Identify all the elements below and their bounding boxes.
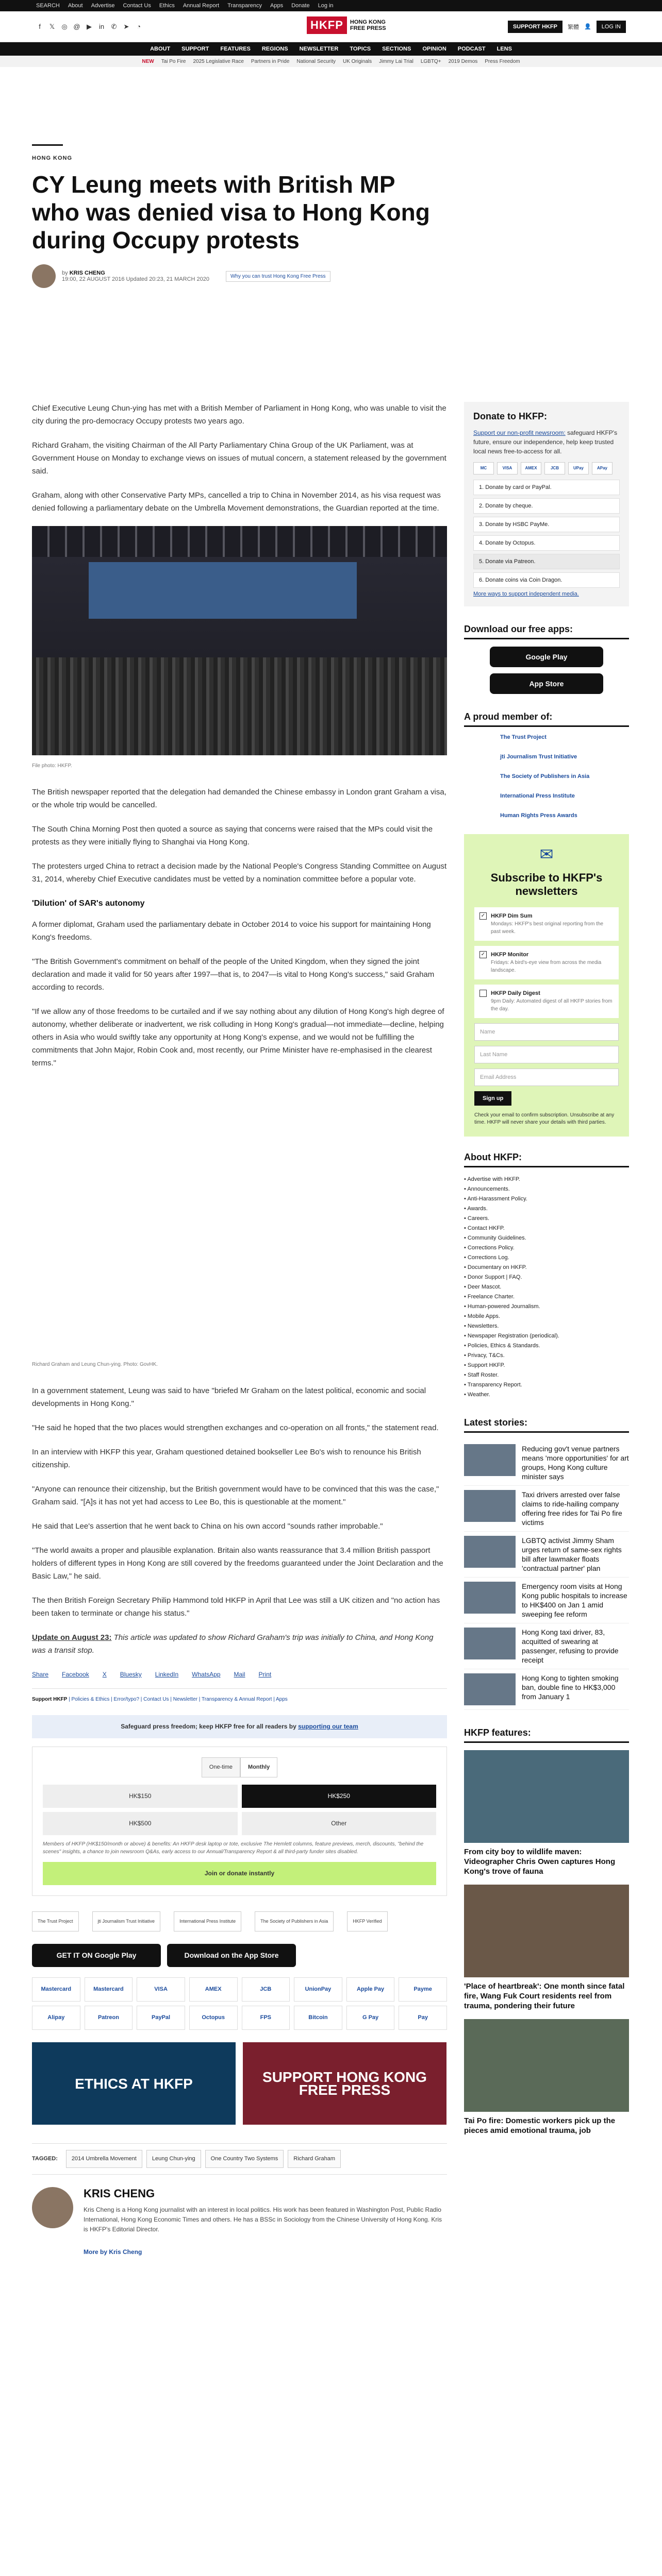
member-logos [464,734,629,819]
newsletter-option[interactable] [474,907,619,941]
trending-link[interactable]: 2019 Demos [448,58,478,64]
story-headline[interactable]: Hong Kong to tighten smoking ban, double fine to HK$3,000 from January 1 [522,1674,619,1701]
main-navigation [0,42,662,56]
article-body [32,402,447,2259]
logo-wordmark [350,19,386,31]
about-link[interactable]: • Community Guidelines. [464,1233,629,1243]
share-x[interactable]: X [102,1671,107,1678]
more-by-author-link[interactable]: More by Kris Cheng [84,2248,142,2256]
payment-logo[interactable]: Payme [399,1977,447,2002]
latest-story[interactable] [464,1623,629,1669]
protest-photo [32,526,447,755]
share-whatsapp[interactable]: WhatsApp [192,1671,221,1678]
amount-options [43,1785,436,1835]
about-link[interactable]: • Freelance Charter. [464,1292,629,1302]
topbar-advertise[interactable]: Advertise [91,3,115,9]
header-actions [508,21,626,33]
paragraph: Richard Graham, the visiting Chairman of the All Party Parliamentary China Group of the UK Parliament, was at Government House on Monday to exchange views on issues of mutual concern, a statement released by the government said. [32,441,446,476]
paragraph: The then British Foreign Secretary Philip Hammond told HKFP in April that Lee was still a UK citizen and "no action has been taken to terminate or change his status." [32,1596,440,1618]
sidebar-google-play[interactable]: Google Play [490,647,603,667]
payment-logo[interactable]: Mastercard [85,1977,133,2002]
paragraph: "If we allow any of those freedoms to be curtailed and if we say nothing about any dilution of Hong Kong's high degree of autonomy, whether deliberate or inadvertent, we risk colluding in Hong Kong's gradual—not immediate—decline, helping others in Asia who would swiftly take any opportunity at Hong Kong's expense, and we would not be fulfilling the commitments that John Major, Robin Cook and, most recently, our Prime Minister have re-emphasised in the clearest terms." [32,1007,444,1067]
photo-lights [32,526,447,557]
youtube-icon[interactable]: ▶ [87,22,92,30]
amount-other[interactable]: Other [242,1812,437,1835]
donate-intro-link[interactable]: Support our non-profit newsroom: [473,429,566,436]
article-kicker[interactable]: HONG KONG [32,155,73,161]
topbar-login[interactable]: Log in [318,3,334,9]
facebook-icon[interactable]: f [39,22,41,30]
member-logo[interactable]: The Society of Publishers in Asia [500,773,590,779]
checkbox-checked-icon[interactable]: ✓ [479,951,487,958]
about-link[interactable]: • Policies, Ethics & Standards. [464,1341,629,1351]
trust-link[interactable]: Why you can trust Hong Kong Free Press [226,271,330,282]
promo-banners [32,2042,447,2125]
paragraph: In an interview with HKFP this year, Graham questioned detained bookseller Lee Bo's wish to renounce his British citizenship. [32,1448,421,1469]
about-link[interactable]: • Advertise with HKFP. [464,1175,629,1184]
trending-link[interactable]: Partners in Pride [251,58,290,64]
payment-logo[interactable]: Apple Pay [346,1977,395,2002]
paragraph: The British newspaper reported that the delegation had demanded the Chinese embassy in London grant Graham a visa, or the whole trip would be cancelled. [32,788,446,809]
share-bluesky[interactable]: Bluesky [120,1671,142,1678]
instagram-icon[interactable]: ◎ [61,22,68,30]
donate-title: Donate to HKFP: [473,411,547,421]
payment-logo[interactable]: Alipay [32,2006,80,2030]
logo-mark: HKFP [307,16,347,34]
about-link[interactable]: • Support HKFP. [464,1361,629,1370]
story-thumbnail[interactable] [464,1536,516,1568]
member-logo[interactable]: Human Rights Press Awards [500,812,577,819]
topbar-about[interactable]: About [68,3,83,9]
sopa-logo[interactable]: The Society of Publishers in Asia [255,1911,334,1931]
newsletter-name: HKFP Daily Digest [491,990,540,996]
tag-chip[interactable]: One Country Two Systems [205,2150,284,2168]
kicker-rule [32,144,63,146]
paragraph: "Anyone can renounce their citizenship, but the British government would have to be convinced that this was the case," Graham said. "[A]s it has not yet had access to Lee Bo, this is questionable at the moment." [32,1485,439,1506]
site-logo[interactable] [307,16,386,34]
amount-250[interactable]: HK$250 [242,1785,437,1808]
ipi-logo[interactable]: International Press Institute [174,1911,241,1931]
payment-logo[interactable]: Octopus [189,2006,238,2030]
card-logo: AMEX [521,462,541,474]
payment-logo[interactable]: FPS [242,2006,290,2030]
payment-logo[interactable]: Bitcoin [294,2006,342,2030]
checkbox-checked-icon[interactable]: ✓ [479,912,487,920]
about-link[interactable]: • Newspaper Registration (periodical). [464,1331,629,1341]
donate-intro [473,428,620,456]
share-bar [32,1668,447,1681]
share-mail[interactable]: Mail [234,1671,245,1678]
trending-link[interactable]: LGBTQ+ [420,58,441,64]
banner-link[interactable]: supporting our team [298,1723,358,1730]
nav-regions[interactable]: REGIONS [261,46,288,52]
tag-list [32,2143,447,2175]
story-headline[interactable]: Taxi drivers arrested over false claims to ride-hailing company offering free rides for Tai Po fire victims [522,1490,622,1527]
story-thumbnail[interactable] [464,1628,516,1659]
last-name-field[interactable]: Last Name [474,1046,619,1063]
one-time-tab[interactable]: One-time [202,1757,240,1777]
nav-support[interactable]: SUPPORT [181,46,209,52]
amount-500[interactable]: HK$500 [43,1812,238,1835]
photo-caption: File photo: HKFP. [32,763,72,769]
feature-headline[interactable]: Tai Po fire: Domestic workers pick up the pieces amid emotional trauma, job [464,2116,616,2135]
member-logo[interactable]: jti Journalism Trust Initiative [500,754,577,760]
author-photo[interactable] [32,2187,73,2228]
rss-icon[interactable]: ◔ [137,22,141,30]
about-title: About HKFP: [464,1152,629,1167]
policy-links[interactable]: | Policies & Ethics | Error/typo? | Contact Us | Newsletter | Transparency & Annual Report | Apps [67,1697,288,1702]
sidebar-app-store[interactable]: App Store [490,673,603,694]
logo-line-2: FREE PRESS [350,25,386,31]
nav-newsletter[interactable]: NEWSLETTER [299,46,339,52]
features-title: HKFP features: [464,1727,629,1743]
app-store-badges [32,1944,447,1967]
latest-story[interactable] [464,1440,629,1486]
paragraph: "The world awaits a proper and plausible explanation. Britain also wants reassurance that 3.4 million British passport holders of different types in Hong Kong are still covered by the freedoms guaranteed under the Joint Declaration and the Basic Law," he said. [32,1546,443,1581]
first-name-field[interactable]: Name [474,1023,619,1041]
nav-features[interactable]: FEATURES [220,46,251,52]
about-link[interactable]: • Careers. [464,1214,629,1224]
about-link[interactable]: • Staff Roster. [464,1370,629,1380]
card-logo: MC [473,462,494,474]
card-logos [473,462,620,474]
story-headline[interactable]: Hong Kong taxi driver, 83, acquitted of swearing at passenger, refusing to provide receipt [522,1628,619,1664]
photo-board [89,562,357,619]
newsletter-box [464,834,629,1137]
top-utility-bar [0,0,662,11]
topbar-ethics[interactable]: Ethics [159,3,175,9]
paragraph: Chief Executive Leung Chun-ying has met with a British Member of Parliament in Hong Kong, who was unable to visit the city during the pro-democracy Occupy protests two years ago. [32,404,446,426]
byline [32,264,630,288]
member-title: A proud member of: [464,711,629,727]
language-switch[interactable]: 繁體 [568,24,579,30]
about-link[interactable]: • Contact HKFP. [464,1224,629,1233]
apps-title: Download our free apps: [464,624,629,639]
about-link[interactable]: • Awards. [464,1204,629,1214]
about-link[interactable]: • Weather. [464,1390,629,1400]
tag-chip[interactable]: Richard Graham [288,2150,341,2168]
topbar-apps[interactable]: Apps [270,3,284,9]
trending-link[interactable]: Tai Po Fire [161,58,186,64]
update-note [32,1631,447,1657]
author-name[interactable]: KRIS CHENG [84,2187,155,2200]
donate-options [473,480,620,588]
paragraph: In a government statement, Leung was said to have "briefed Mr Graham on the latest political, economic and social developments in Hong Kong." [32,1386,426,1408]
donation-widget [32,1747,447,1896]
payment-methods [32,1977,447,2030]
story-thumbnail[interactable] [464,1490,516,1522]
banner-text: Safeguard press freedom; keep HKFP free for all readers by [121,1723,299,1730]
about-link[interactable]: • Donor Support | FAQ. [464,1273,629,1282]
x-icon[interactable]: 𝕏 [49,22,55,30]
trending-link[interactable]: UK Originals [342,58,372,64]
story-thumbnail[interactable] [464,1582,516,1614]
trending-link[interactable]: Press Freedom [485,58,520,64]
payment-logo[interactable]: AMEX [189,1977,238,2002]
trending-link[interactable]: National Security [296,58,336,64]
site-header [0,11,662,42]
article-title: CY Leung meets with British MP who was denied visa to Hong Kong during Occupy protests [32,171,430,253]
payment-logo[interactable]: JCB [242,1977,290,2002]
telegram-icon[interactable]: ➤ [123,22,129,30]
article-header [32,93,630,288]
paragraph: "He said he hoped that the two places would strengthen exchanges and co-operation on all fronts," the statement read. [32,1423,439,1432]
donate-option[interactable]: 2. Donate by cheque. [473,498,620,514]
google-play-badge[interactable]: GET IT ON Google Play [32,1944,161,1967]
email-field[interactable]: Email Address [474,1069,619,1086]
feature-list [464,1750,629,2136]
newsletter-name: HKFP Dim Sum [491,913,533,919]
verified-logo[interactable]: HKFP Verified [347,1911,387,1931]
nav-about[interactable]: ABOUT [150,46,171,52]
tag-chip[interactable]: 2014 Umbrella Movement [66,2150,142,2168]
topbar-transparency[interactable]: Transparency [227,3,262,9]
nav-podcast[interactable]: PODCAST [457,46,486,52]
feature-image[interactable] [464,1750,629,1843]
tags-label: TAGGED: [32,2156,58,2162]
about-link[interactable]: • Newsletters. [464,1321,629,1331]
story-headline[interactable]: Reducing gov't venue partners means 'more opportunities' for art groups, Hong Kong culture minister says [522,1445,629,1481]
update-text: This article was updated to show Richard Graham's trip was initially to China, and Hong Kong was a transit stop. [32,1633,434,1655]
nav-opinion[interactable]: OPINION [422,46,446,52]
support-promo[interactable]: SUPPORT HONG KONG FREE PRESS [243,2042,446,2125]
card-logo: JCB [544,462,565,474]
share-label[interactable]: Share [32,1671,49,1678]
feature-headline[interactable]: 'Place of heartbreak': One month since fatal fire, Wang Fuk Court residents reel from trauma, pondering their future [464,1982,625,2010]
payment-logo[interactable]: Pay [399,2006,447,2030]
about-link[interactable]: • Anti-Harassment Policy. [464,1194,629,1204]
donate-option[interactable]: 3. Donate by HSBC PayMe. [473,517,620,532]
ethics-promo[interactable]: ETHICS AT HKFP [32,2042,236,2125]
about-link[interactable]: • Documentary on HKFP. [464,1263,629,1273]
photo-caption: Richard Graham and Leung Chun-ying. Photo: GovHK. [32,1362,158,1367]
donate-option[interactable]: 4. Donate by Octopus. [473,535,620,551]
update-label: Update on August 23: [32,1633,112,1642]
feature-image[interactable] [464,1885,629,1977]
footer-links[interactable] [32,1688,447,1706]
latest-title: Latest stories: [464,1417,629,1433]
frequency-toggle [43,1757,436,1777]
newsletter-desc: Mondays: HKFP's best original reporting from the past week. [491,921,604,935]
section-heading: 'Dilution' of SAR's autonomy [32,899,145,908]
support-banner [32,1715,447,1738]
about-link[interactable]: • Corrections Policy. [464,1243,629,1253]
trending-bar [0,56,662,67]
whatsapp-icon[interactable]: ✆ [111,22,117,30]
author-bio: Kris Cheng is a Hong Kong journalist with an interest in local politics. His work has been featured in Washington Post, Public Radio International, Hong Kong Economic Times and others. He has a BSSc in Sociology from the Chinese University of Hong Kong. Kris is HKFP's Editorial Director. [84,2206,442,2233]
latest-story[interactable] [464,1669,629,1710]
donate-option[interactable]: 1. Donate by card or PayPal. [473,480,620,495]
about-link[interactable]: • Corrections Log. [464,1253,629,1263]
signup-button[interactable]: Sign up [474,1091,511,1106]
more-ways-link[interactable]: More ways to support independent media. [473,591,579,597]
payment-logo[interactable]: UnionPay [294,1977,342,2002]
latest-list [464,1440,629,1710]
topbar-annual-report[interactable]: Annual Report [183,3,220,9]
trust-project-logo[interactable]: The Trust Project [32,1911,79,1931]
about-links [464,1175,629,1400]
story-headline[interactable]: Emergency room visits at Hong Kong public hospitals to increase to HK$400 on Jan 1 amid sweeping fee reform [522,1582,627,1618]
about-link[interactable]: • Deer Mascot. [464,1282,629,1292]
share-linkedin[interactable]: LinkedIn [155,1671,179,1678]
nav-lens[interactable]: LENS [496,46,512,52]
trending-link[interactable]: 2025 Legislative Race [193,58,244,64]
card-logo: APay [592,462,613,474]
payment-logo[interactable]: VISA [137,1977,185,2002]
jti-logo[interactable]: jti Journalism Trust Initiative [92,1911,161,1931]
photo-crowd [32,657,447,755]
newsletter-option[interactable] [474,946,619,979]
paragraph: Graham, along with other Conservative Party MPs, cancelled a trip to China in November 2014, as his visa request was denied following a parliamentary debate on the Umbrella Movement demonstrations, the Guardian reported at the time. [32,491,441,513]
support-link[interactable]: Support HKFP [32,1697,68,1702]
payment-logo[interactable]: G Pay [346,2006,395,2030]
story-thumbnail[interactable] [464,1444,516,1476]
member-logo[interactable]: The Trust Project [500,734,547,740]
byline-author[interactable]: KRIS CHENG [69,270,105,276]
newsletter-option[interactable] [474,985,619,1018]
payment-logo[interactable]: PayPal [137,2006,185,2030]
share-facebook[interactable]: Facebook [62,1671,89,1678]
about-link[interactable]: • Privacy, T&Cs. [464,1351,629,1361]
card-logo: VISA [497,462,518,474]
nav-sections[interactable]: SECTIONS [382,46,411,52]
nav-topics[interactable]: TOPICS [350,46,371,52]
join-button[interactable]: Join or donate instantly [43,1862,436,1885]
feature-headline[interactable]: From city boy to wildlife maven: Videographer Chris Owen captures Hong Kong's trove of fauna [464,1848,616,1876]
newsletter-name: HKFP Monitor [491,952,529,958]
donate-sidebar-box [464,402,629,606]
app-store-badge[interactable]: Download on the App Store [167,1944,296,1967]
share-print[interactable]: Print [258,1671,272,1678]
partner-logos [32,1911,447,1931]
newsletter-title: Subscribe to HKFP's newsletters [490,871,603,897]
threads-icon[interactable]: @ [73,22,80,30]
article-dates: 19:00, 22 AUGUST 2016 Updated 20:23, 21 MARCH 2020 [62,276,209,282]
feature-image[interactable] [464,2019,629,2112]
about-link[interactable]: • Transparency Report. [464,1380,629,1390]
latest-story[interactable] [464,1486,629,1532]
member-logo[interactable]: International Press Institute [500,793,575,799]
story-headline[interactable]: LGBTQ activist Jimmy Sham urges return of same-sex rights bill after lawmaker floats 'contractual partner' plan [522,1536,622,1572]
support-hkfp-button[interactable]: SUPPORT HKFP [508,21,562,33]
author-box [32,2187,447,2259]
byline-text [62,270,209,282]
linkedin-icon[interactable]: in [98,22,105,30]
author-avatar[interactable] [32,264,56,288]
amount-150[interactable]: HK$150 [43,1785,238,1808]
donate-option[interactable]: 5. Donate via Patreon. [473,554,620,569]
topbar-donate[interactable]: Donate [291,3,310,9]
meeting-photo-placeholder [32,1081,447,1354]
envelope-icon: ✉ [539,845,554,863]
trending-link[interactable]: Jimmy Lai Trial [379,58,413,64]
paragraph: The protesters urged China to retract a decision made by the National People's Congress Standing Committee on August 31, 2014, whereby Chief Executive candidates must be vetted by a nomination committee before a popular vote. [32,862,447,884]
newsletter-desc: Fridays: A bird's-eye view from across the media landscape. [491,960,602,973]
about-link[interactable]: • Human-powered Journalism. [464,1302,629,1312]
social-icons [36,23,142,31]
topbar-search[interactable]: SEARCH [36,3,60,9]
paragraph: He said that Lee's assertion that he went back to China on his own accord "sounds rather improbable." [32,1522,383,1531]
latest-story[interactable] [464,1578,629,1623]
member-benefits: Members of HKFP (HK$150/month or above) & benefits: An HKFP desk laptop or tote, exclusive The Hemlett columns, feature previews, merch, discounts, "behind the scenes" insights, a chance to join newsroom Q&As, early access to our Annual/Transparency Report & all third-party funder sites disabled. [43,1841,424,1855]
about-link[interactable]: • Mobile Apps. [464,1312,629,1321]
tag-chip[interactable]: Leung Chun-ying [146,2150,201,2168]
sidebar [464,402,629,2144]
latest-story[interactable] [464,1532,629,1578]
byline-by: by [62,270,68,276]
payment-logo[interactable]: Patreon [85,2006,133,2030]
checkbox-icon[interactable] [479,990,487,997]
card-logo: UPay [568,462,589,474]
logo-line-1: HONG KONG [350,19,386,25]
paragraph: The South China Morning Post then quoted a source as saying that concerns were raised that the MPs could visit the protests as they were initially flying to Shanghai via Hong Kong. [32,825,433,846]
paragraph: A former diplomat, Graham used the parliamentary debate in October 2014 to voice his support for maintaining Hong Kong's freedoms. [32,920,431,942]
new-label: NEW [142,58,154,64]
newsletter-fineprint: Check your email to confirm subscription. Unsubscribe at any time. HKFP will never share your details with third parties. [474,1112,615,1125]
donate-intro-text: safeguard HKFP's future, ensure our independence, help keep trusted local news free-to-access for all. [473,429,618,455]
newsletter-desc: 9pm Daily: Automated digest of all HKFP stories from the day. [491,998,613,1012]
login-button[interactable]: LOG IN [597,21,626,33]
donate-option[interactable]: 6. Donate coins via Coin Dragon. [473,572,620,588]
story-thumbnail[interactable] [464,1673,516,1705]
paragraph: "The British Government's commitment on behalf of the people of the United Kingdom, when they signed the joint declaration and made it valid for 50 years after 1997—that is, to 2047—is vital to Hong Kong's success," said Graham according to records. [32,957,435,992]
monthly-tab[interactable]: Monthly [240,1757,277,1777]
payment-logo[interactable]: Mastercard [32,1977,80,2002]
user-icon[interactable]: 👤 [584,24,591,30]
about-link[interactable]: • Announcements. [464,1184,629,1194]
topbar-contact[interactable]: Contact Us [123,3,151,9]
